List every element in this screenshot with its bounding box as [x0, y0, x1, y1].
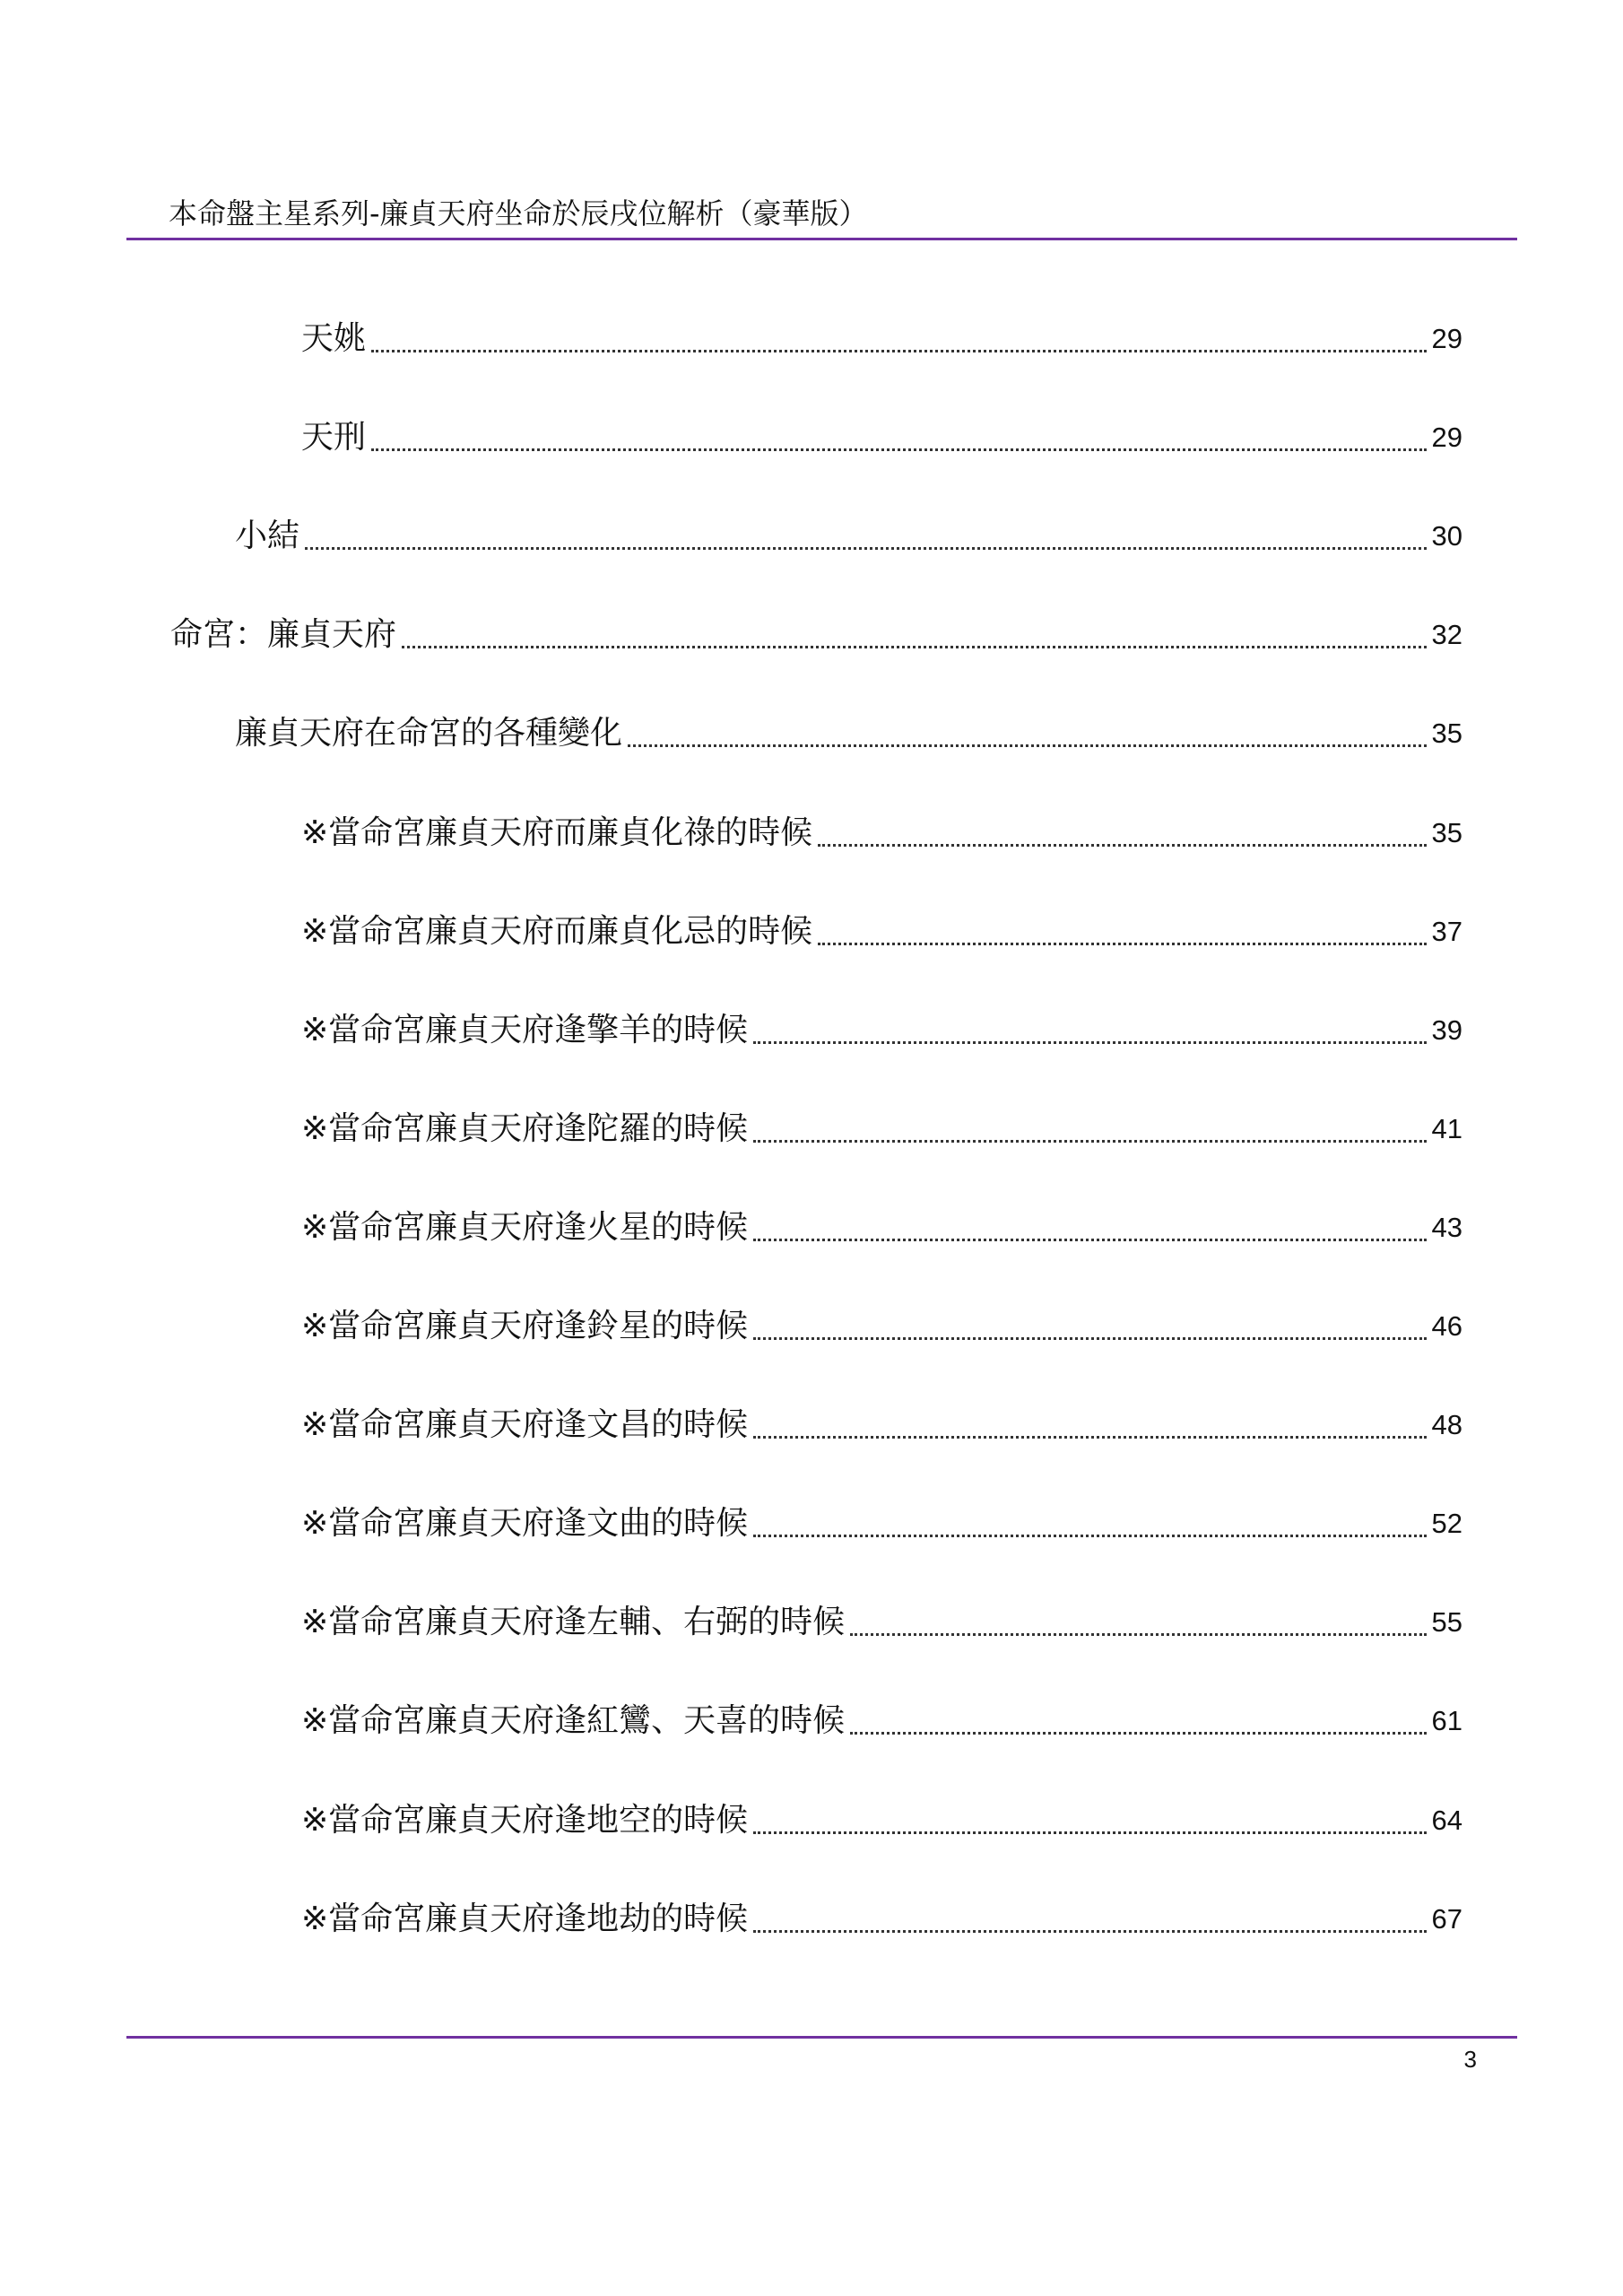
- toc-entry[interactable]: [301, 1894, 1462, 1944]
- toc-entry-title: 命宮：廉貞天府: [170, 616, 397, 653]
- toc-dot-leader: [753, 1140, 1426, 1143]
- toc-entry[interactable]: [301, 1696, 1462, 1746]
- toc-entry[interactable]: [301, 1005, 1462, 1056]
- toc-dot-leader: [818, 943, 1426, 945]
- toc-entry-title: ※當命宮廉貞天府逢擎羊的時候: [301, 1012, 749, 1048]
- toc-dot-leader: [753, 1239, 1426, 1241]
- footer-rule: [126, 2036, 1517, 2039]
- toc-entry[interactable]: [170, 610, 1462, 660]
- toc-entry-title: 小結: [235, 517, 300, 554]
- toc-entry-page-number: 55: [1431, 1606, 1462, 1638]
- toc-entry[interactable]: [301, 808, 1462, 858]
- toc-entry-page-number: 43: [1431, 1212, 1462, 1243]
- toc-entry-page-number: 46: [1431, 1310, 1462, 1342]
- toc-dot-leader: [305, 547, 1427, 550]
- toc-dot-leader: [850, 1732, 1426, 1735]
- header-rule: [126, 238, 1517, 240]
- toc-entry-title: ※當命宮廉貞天府逢紅鸞、天喜的時候: [301, 1702, 846, 1739]
- toc-entry[interactable]: [301, 1597, 1462, 1648]
- toc-entry-title: ※當命宮廉貞天府而廉貞化忌的時候: [301, 913, 813, 950]
- toc-entry-title: ※當命宮廉貞天府逢陀羅的時候: [301, 1110, 749, 1147]
- toc-entry[interactable]: [235, 709, 1462, 759]
- toc-entry-title: ※當命宮廉貞天府逢文曲的時候: [301, 1505, 749, 1542]
- toc-entry-title: ※當命宮廉貞天府逢地劫的時候: [301, 1900, 749, 1937]
- toc-dot-leader: [402, 646, 1427, 648]
- toc-entry-title: ※當命宮廉貞天府逢鈴星的時候: [301, 1308, 749, 1344]
- toc-entry[interactable]: [301, 1796, 1462, 1846]
- toc-entry-title: 天刑: [301, 419, 367, 456]
- toc-entry[interactable]: [301, 1104, 1462, 1154]
- toc-dot-leader: [753, 1436, 1426, 1439]
- toc-entry[interactable]: [301, 1301, 1462, 1352]
- toc-entry-title: ※當命宮廉貞天府逢文昌的時候: [301, 1406, 749, 1443]
- toc-entry[interactable]: [301, 314, 1462, 364]
- toc-dot-leader: [753, 1535, 1426, 1537]
- toc-entry-page-number: 48: [1431, 1409, 1462, 1440]
- toc-entry-page-number: 35: [1431, 817, 1462, 848]
- toc-dot-leader: [850, 1633, 1426, 1636]
- toc-entry[interactable]: [301, 1400, 1462, 1450]
- toc-entry-page-number: 29: [1431, 422, 1462, 453]
- toc-entry-page-number: 30: [1431, 520, 1462, 552]
- toc-entry-title: ※當命宮廉貞天府逢火星的時候: [301, 1209, 749, 1246]
- toc-entry-page-number: 32: [1431, 619, 1462, 650]
- toc-entry-page-number: 35: [1431, 718, 1462, 749]
- toc-entry-page-number: 41: [1431, 1113, 1462, 1144]
- toc-dot-leader: [753, 1337, 1426, 1340]
- toc-entry[interactable]: [301, 1499, 1462, 1549]
- toc-entry[interactable]: [301, 1203, 1462, 1253]
- running-header-title: 本命盤主星系列-廉貞天府坐命於辰戌位解析（豪華版）: [169, 196, 868, 230]
- toc-entry-title: ※當命宮廉貞天府逢地空的時候: [301, 1802, 749, 1839]
- toc-dot-leader: [371, 448, 1427, 451]
- toc-dot-leader: [628, 744, 1427, 747]
- toc-dot-leader: [753, 1041, 1426, 1044]
- toc-entry-page-number: 39: [1431, 1014, 1462, 1046]
- toc-entry[interactable]: [301, 413, 1462, 463]
- toc-dot-leader: [371, 350, 1427, 352]
- toc-entry-page-number: 61: [1431, 1705, 1462, 1736]
- page-number: 3: [1463, 2046, 1477, 2073]
- toc-entry-title: ※當命宮廉貞天府逢左輔、右弼的時候: [301, 1604, 846, 1640]
- toc-entry-title: 廉貞天府在命宮的各種變化: [235, 715, 623, 752]
- toc-entry-page-number: 67: [1431, 1903, 1462, 1935]
- toc-entry-page-number: 29: [1431, 323, 1462, 354]
- toc-entry-page-number: 64: [1431, 1805, 1462, 1836]
- toc-entry[interactable]: [301, 907, 1462, 957]
- toc-entry[interactable]: [235, 511, 1462, 561]
- toc-dot-leader: [818, 844, 1426, 847]
- toc-entry-title: 天姚: [301, 320, 367, 357]
- toc-dot-leader: [753, 1930, 1426, 1933]
- toc-entry-title: ※當命宮廉貞天府而廉貞化祿的時候: [301, 814, 813, 851]
- toc-entry-page-number: 37: [1431, 916, 1462, 947]
- toc-entry-page-number: 52: [1431, 1508, 1462, 1539]
- toc-dot-leader: [753, 1831, 1426, 1834]
